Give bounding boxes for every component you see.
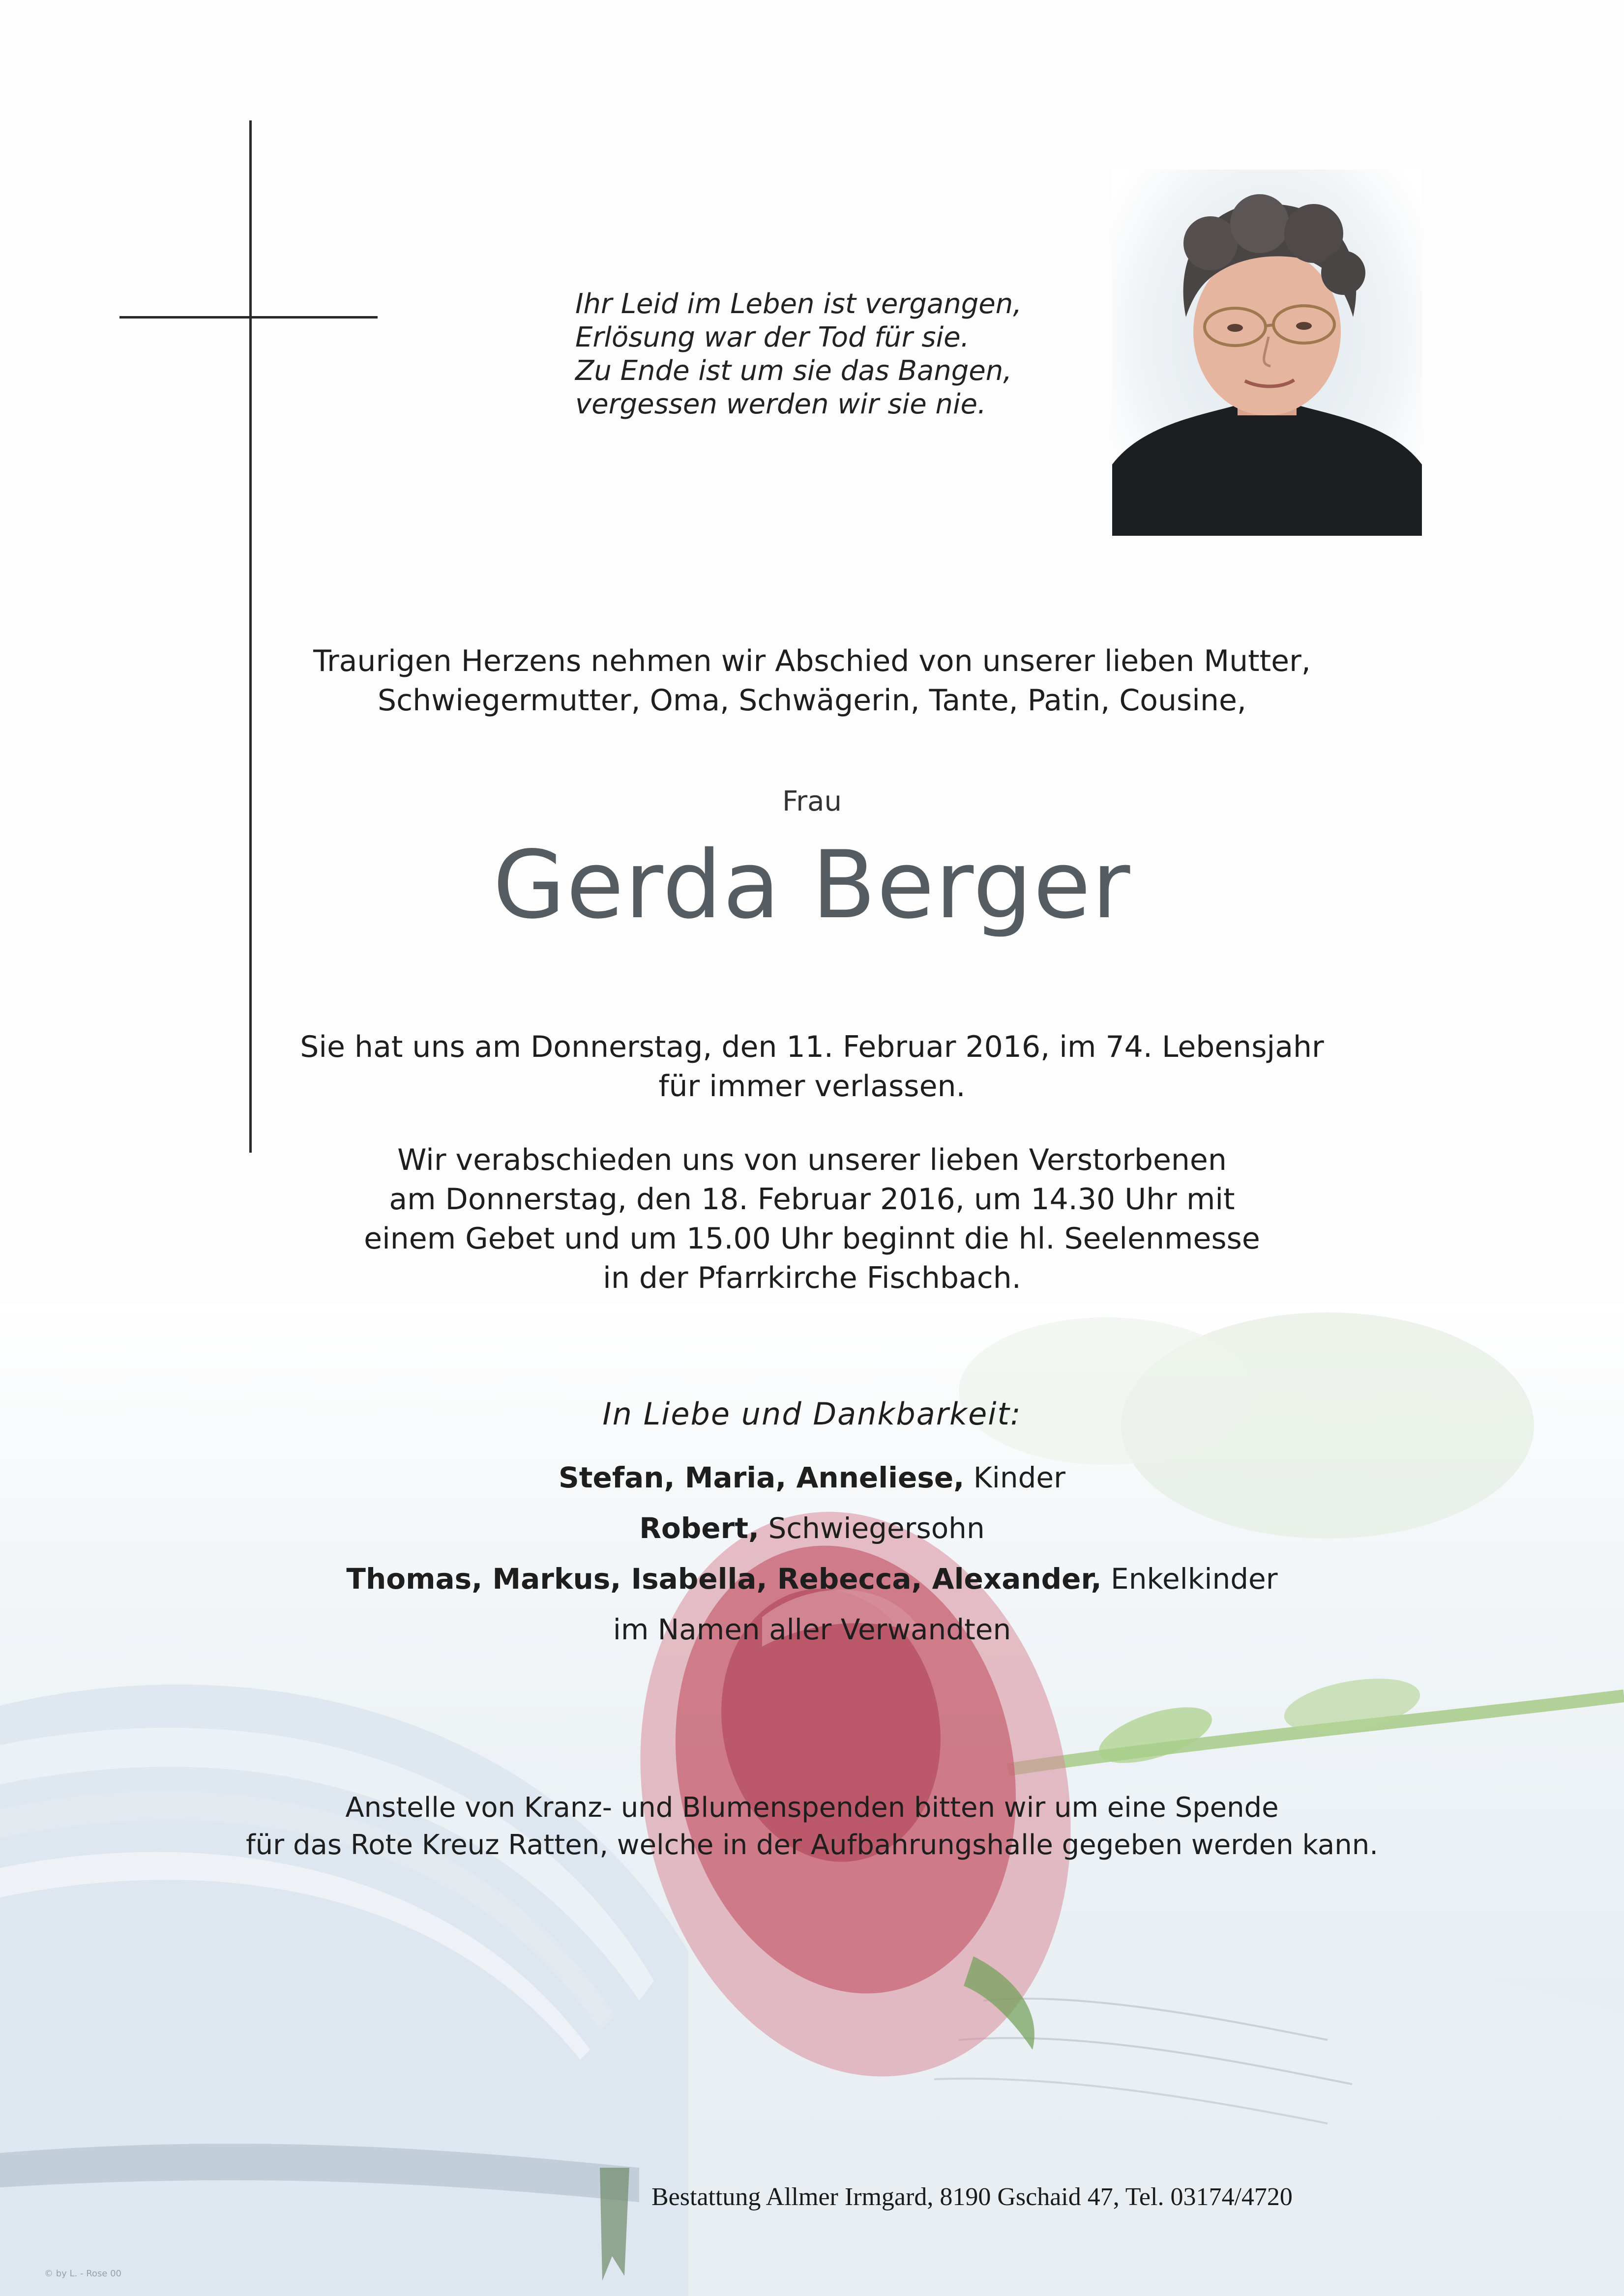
intro-line: Schwiegermutter, Oma, Schwägerin, Tante, Patin, Cousine, xyxy=(378,683,1246,718)
donation-line: Anstelle von Kranz- und Blumenspenden bitten wir um eine Spende xyxy=(345,1792,1279,1824)
intro-text xyxy=(0,641,1624,720)
service-line: in der Pfarrkirche Fischbach. xyxy=(603,1261,1021,1295)
cross-vertical-bar xyxy=(249,120,252,1153)
deceased-name: Gerda Berger xyxy=(493,831,1131,939)
death-line: für immer verlassen. xyxy=(658,1069,966,1104)
service-line: einem Gebet und um 15.00 Uhr beginnt die hl. Seelenmesse xyxy=(364,1221,1260,1256)
portrait-photo xyxy=(1112,170,1422,536)
mourner-row-son-in-law xyxy=(0,1503,1624,1554)
mourners-heading: In Liebe und Dankbarkeit: xyxy=(602,1396,1022,1432)
mourner-row-grandchildren xyxy=(0,1554,1624,1604)
death-line: Sie hat uns am Donnerstag, den 11. Februar 2016, im 74. Lebensjahr xyxy=(300,1030,1324,1064)
grandchildren-names: Thomas, Markus, Isabella, Rebecca, Alexander, xyxy=(346,1562,1102,1596)
cross-horizontal-bar xyxy=(119,316,378,319)
grandchildren-role: Enkelkinder xyxy=(1111,1562,1278,1596)
service-line: Wir verabschieden uns von unserer lieben Verstorbenen xyxy=(397,1143,1227,1177)
poem-line: Ihr Leid im Leben ist vergangen, xyxy=(575,288,1022,320)
son-in-law-name: Robert, xyxy=(639,1511,759,1545)
donation-line: für das Rote Kreuz Ratten, welche in der Aufbahrungshalle gegeben werden kann. xyxy=(245,1829,1379,1861)
service-info xyxy=(0,1140,1624,1298)
poem-line: Erlösung war der Tod für sie. xyxy=(575,321,970,353)
mourners-list xyxy=(0,1453,1624,1655)
death-notice xyxy=(0,1027,1624,1106)
poem-line: Zu Ende ist um sie das Bangen, xyxy=(575,355,1012,387)
undertaker-contact: Bestattung Allmer Irmgard, 8190 Gschaid 47, Tel. 03174/4720 xyxy=(651,2183,1293,2211)
children-role: Kinder xyxy=(973,1461,1065,1494)
children-names: Stefan, Maria, Anneliese, xyxy=(559,1461,965,1494)
mourner-row-children xyxy=(0,1453,1624,1503)
salutation: Frau xyxy=(782,785,842,817)
copyright-note: © by L. - Rose 00 xyxy=(44,2268,121,2279)
poem xyxy=(575,288,1116,421)
donation-note xyxy=(0,1789,1624,1864)
son-in-law-role: Schwiegersohn xyxy=(768,1511,985,1545)
portrait-illustration xyxy=(1112,170,1422,536)
service-line: am Donnerstag, den 18. Februar 2016, um 14.30 Uhr mit xyxy=(389,1182,1235,1217)
poem-line: vergessen werden wir sie nie. xyxy=(575,388,986,420)
relatives-line: im Namen aller Verwandten xyxy=(613,1613,1011,1646)
intro-line: Traurigen Herzens nehmen wir Abschied von unserer lieben Mutter, xyxy=(313,644,1311,678)
